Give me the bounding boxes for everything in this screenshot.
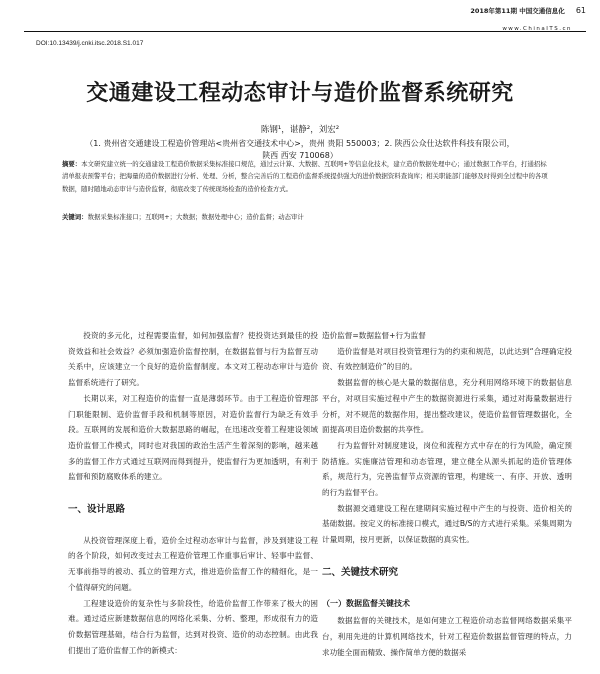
running-header [470, 6, 586, 32]
body-paragraph: 从投资管理深度上看，造价全过程动态审计与监督，涉及到建设工程的各个阶段，如何改变过去工程造价管理工作重事后审计、轻事中监督、无事前指导的被动、孤立的管理方式，推进造价监督工作的精细化，是一个值得研究的问题。 [68, 535, 318, 592]
abstract-text: 本文研究建立统一的交通建设工程造价数据采集标准接口规范，通过云计算、大数据、互联网+等信息化技术，建立造价数据处理中心；通过数据工作平台，打通招标清单报表预警平台；把海量的造价数据进行分析、处理、分析，整合完善后的工程造价监督系统提供强大的进价数据资料查询库；相关职能部门能够及时得到全过程中的各项数据，随时随地动态审计与造价监督，彻底改变了传统现场检查的造价检查方式。 [62, 160, 548, 193]
journal-website: www.ChinaITS.cn [502, 26, 572, 32]
model-formula: 造价监督=数据监督+行为监督 [322, 331, 426, 340]
subsection-heading: （一）数据监督关键技术 [322, 598, 410, 608]
section-heading-design: 一、设计思路 [68, 504, 126, 516]
keywords [62, 212, 552, 221]
body-paragraph: 数据监督的关键技术，是如何建立工程造价动态监督网络数据采集平台，利用先进的计算机网络技术，针对工程造价数据监督管理的特点，力求功能全面而精致、操作简单方便的数据采 [322, 616, 572, 657]
section-heading-key-tech: 二、关键技术研究 [322, 566, 399, 578]
journal-name: 2018年第11期 中国交通信息化 [470, 7, 565, 15]
intro-paragraph: 投资的多元化，过程需要监督，如何加强监督？使投资达到最佳的投资效益和社会效益？必须加强造价监督控制，在数据监督与行为监督互动关系中，应该建立一个良好的造价监督制度。本文对工程动态审计与造价监督系统进行了研究。 [68, 331, 318, 388]
paper-title: 交通建设工程动态审计与造价监督系统研究 [86, 81, 514, 106]
header-rule [24, 31, 586, 32]
intro-paragraph: 长期以来，对工程造价的监督一直是薄弱环节。由于工程造价管理部门职能限制、造价监督手段和机制等原因，对造价监督行为缺乏有效手段。互联网的发展和造价大数据思路的崛起，在迅速改变着工程建设领域造价监督工作模式，同时也对我国的政治生活产生着深刻的影响，越来越多的监督工作方式通过互联网而得到提升，使监督行为更加透明，有利于监督和预防腐败体系的建立。 [68, 393, 318, 482]
right-column [322, 328, 572, 660]
page-number: 61 [575, 6, 586, 15]
affiliation-line-1: （1. 贵州省交通建设工程造价管理站<贵州省交通技术中心>，贵州 贵阳 550003；2. 陕西公众仕达软件科技有限公司， [85, 139, 515, 148]
body-paragraph: 数据监督的核心是大量的数据信息，充分利用网络环境下的数据信息平台，对项目实施过程中产生的数据资源进行采集，通过对海量数据进行分析，对不规范的数据作用，提出整改建议，使造价监督管理数据化，全面提高项目造价数据的共享性。 [322, 378, 572, 435]
keywords-label: 关键词： [62, 213, 88, 221]
body-paragraph: 工程建设造价的复杂性与多阶段性，给造价监督工作带来了极大的困难。通过适应新建数据信息的网络化采集、分析、整理，形成很有力的造价数据管理基础，结合行为监督，达到对投资、造价的动态控制。由此我们提出了造价监督工作的新模式： [68, 598, 318, 655]
abstract-label: 摘要： [62, 160, 82, 168]
affiliation-line-2: 陕西 西安 710068） [262, 151, 338, 160]
authors: 陈钢¹，谌静²，刘宏² [260, 125, 340, 135]
left-column [68, 328, 318, 658]
body-paragraph: 数据源交通建设工程在建期间实施过程中产生的与投资、造价相关的基础数据。按定义的标准接口模式，通过B/S的方式进行采集。采集周期为计量周期，按月更新，以保证数据的真实性。 [322, 503, 572, 545]
keywords-text: 数据采集标准接口；互联网+；大数据；数据处理中心；造价监督；动态审计 [87, 213, 304, 221]
abstract [62, 158, 552, 195]
body-paragraph: 行为监督针对制度建设，岗位和流程方式中存在的行为风险，确定预防措施。实施廉洁管理和动态管理，建立健全从源头抓起的造价管理体系，规范行为，完善监督节点资源的管理，构建统一、有序、开放、透明的行为监督平台。 [322, 440, 572, 498]
body-paragraph: 造价监督是对项目投资管理行为的约束和规范，以此达到“合理确定投资、有效控制造价”的目的。 [322, 346, 572, 372]
doi: DOI:10.13439/j.cnki.itsc.2018.S1.017 [36, 40, 144, 47]
